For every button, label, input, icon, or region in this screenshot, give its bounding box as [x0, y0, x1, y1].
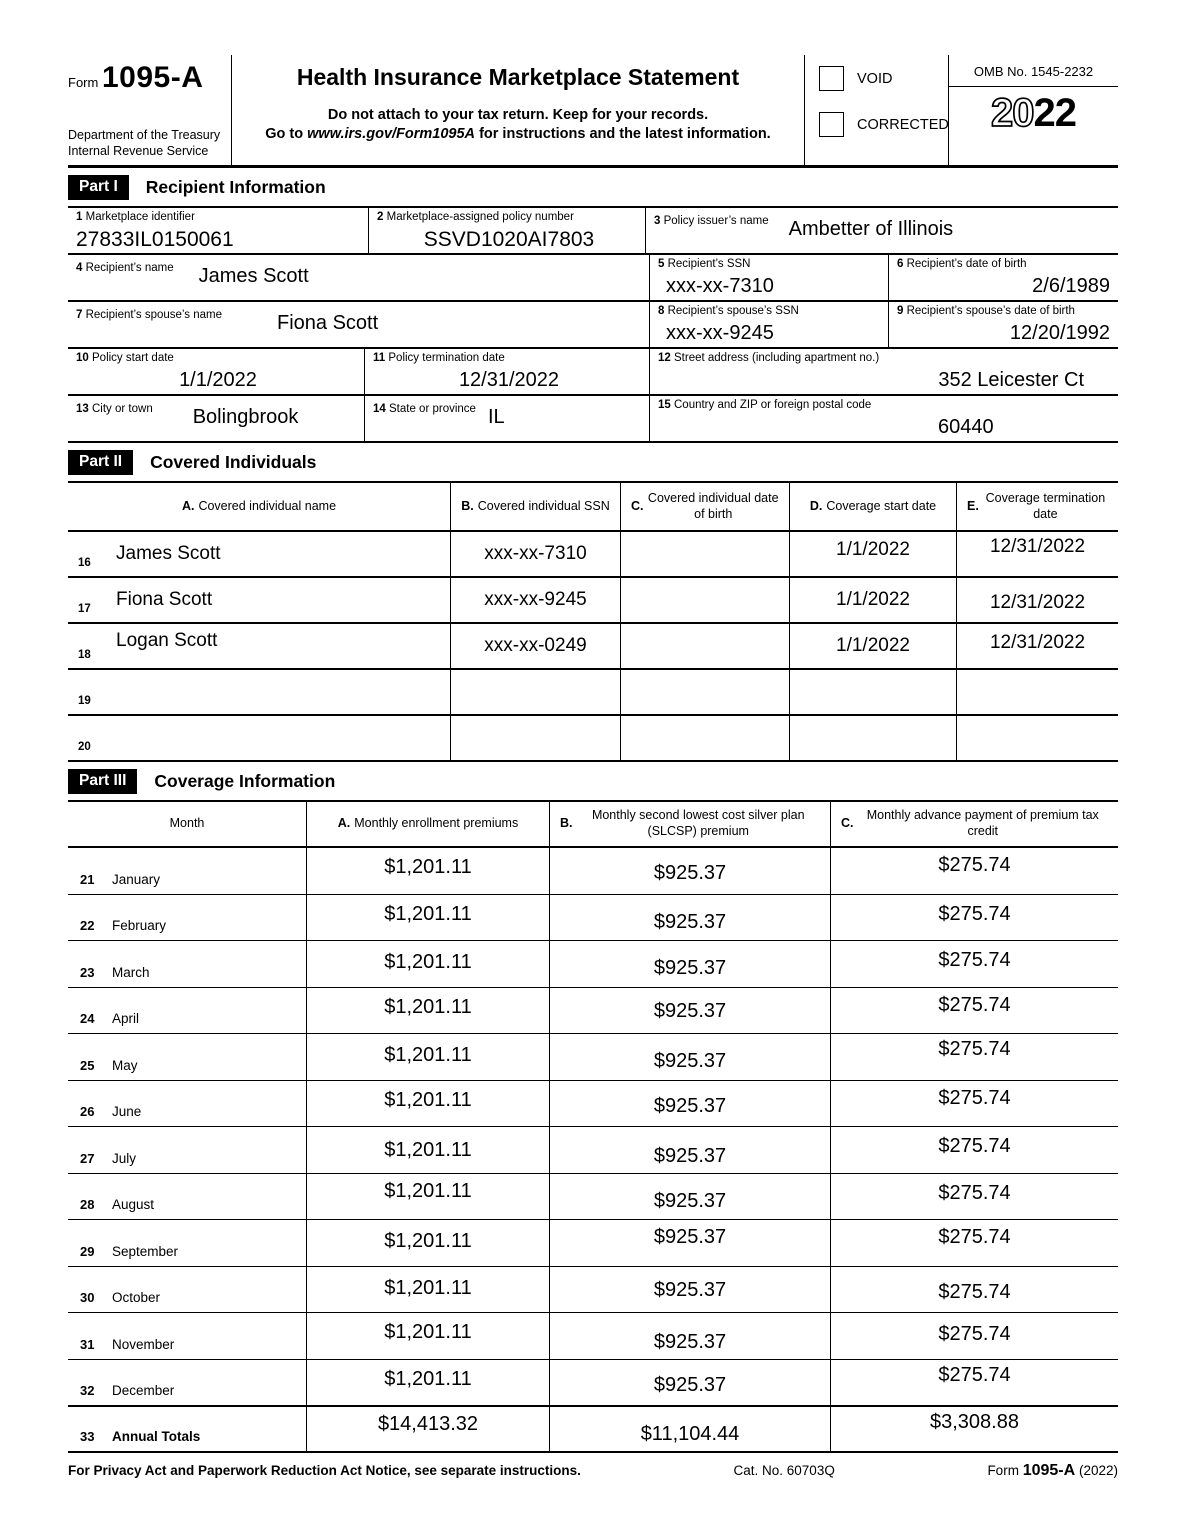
part2-column-headers	[68, 483, 1118, 532]
premium-a-cell: $1,201.11	[306, 1127, 549, 1173]
month-cell: 31 November	[80, 1336, 175, 1352]
month-row	[68, 1313, 1118, 1360]
covered-individual-row	[68, 624, 1118, 670]
form-number-line	[68, 61, 225, 95]
annual-totals-row	[68, 1406, 1118, 1453]
department-block	[68, 127, 225, 160]
covered-individual-row	[68, 716, 1118, 762]
field-recipient-dob: 6 Recipient’s date of birth 2/6/1989	[888, 255, 1118, 300]
premium-b-cell: $925.37	[549, 941, 830, 987]
col-slcsp-premium: B. Monthly second lowest cost silver plan (SLCSP) premium	[549, 802, 830, 846]
col-coverage-end: E. Coverage termination date	[956, 483, 1118, 530]
covered-ssn-cell: xxx-xx-0249	[450, 624, 620, 668]
col-month: Month	[169, 816, 205, 831]
covered-dob-cell	[620, 716, 789, 760]
covered-dob-cell	[620, 578, 789, 622]
part3-title: Coverage Information	[154, 771, 336, 791]
premium-b-cell: $925.37	[549, 895, 830, 941]
field-street-address: 12 Street address (including apartment no.) 352 Leicester Ct	[649, 349, 1118, 394]
part3-table	[68, 800, 1118, 1453]
premium-b-cell: $925.37	[549, 1360, 830, 1406]
part3-column-headers	[68, 802, 1118, 848]
part3-header	[68, 769, 1118, 794]
premium-c-cell: $275.74	[830, 895, 1118, 941]
month-row	[68, 1220, 1118, 1267]
field-value: Bolingbrook	[192, 406, 299, 428]
form-number: 1095-A	[101, 61, 204, 94]
field-value: 12/31/2022	[458, 368, 560, 391]
corrected-checkbox[interactable]	[819, 112, 844, 137]
irs-url: www.irs.gov/Form1095A	[307, 126, 476, 142]
premium-c-total-cell: $3,308.88	[830, 1407, 1118, 1451]
catalog-number: Cat. No. 60703Q	[733, 1463, 835, 1478]
part2-table	[68, 481, 1118, 762]
field-spouse-dob: 9 Recipient’s spouse’s date of birth 12/20/1992	[888, 302, 1118, 347]
form-word: Form	[68, 75, 99, 90]
premium-a-cell: $1,201.11	[306, 895, 549, 941]
premium-b-cell: $925.37	[549, 988, 830, 1034]
month-row	[68, 895, 1118, 942]
month-row	[68, 1360, 1118, 1407]
covered-dob-cell	[620, 670, 789, 714]
month-row	[68, 988, 1118, 1035]
covered-name-cell: 20	[78, 741, 91, 753]
omb-number: OMB No. 1545-2232	[949, 55, 1118, 87]
col-advance-payment: C. Monthly advance payment of premium tax credit	[830, 802, 1118, 846]
form-footer	[68, 1462, 1118, 1480]
month-row	[68, 1174, 1118, 1221]
tax-year: 2022	[991, 91, 1076, 135]
premium-b-cell: $925.37	[549, 1220, 830, 1266]
premium-a-cell: $1,201.11	[306, 1220, 549, 1266]
field-value: Fiona Scott	[277, 312, 379, 334]
covered-name-cell: 17 Fiona Scott	[78, 589, 213, 615]
title-block	[232, 55, 805, 165]
omb-year-block	[949, 55, 1118, 165]
month-row	[68, 941, 1118, 988]
checkbox-block	[805, 55, 949, 165]
month-cell: 27 July	[80, 1150, 137, 1166]
form-number-block	[68, 55, 232, 165]
month-cell: 24 April	[80, 1011, 140, 1026]
col-covered-name: A. Covered individual name	[181, 498, 337, 513]
instruction-line-2: Go to www.irs.gov/Form1095A for instructions and the latest information.	[265, 126, 771, 142]
premium-c-cell: $275.74	[830, 1360, 1118, 1406]
premium-c-cell: $275.74	[830, 1267, 1118, 1313]
covered-dob-cell	[620, 532, 789, 576]
field-zip: 15 Country and ZIP or foreign postal code 60440	[649, 396, 1118, 441]
month-cell: 26 June	[80, 1104, 142, 1119]
field-recipient-name: 4 Recipient’s name James Scott	[76, 262, 309, 287]
field-value: James Scott	[198, 265, 309, 287]
covered-individual-row	[68, 532, 1118, 578]
premium-c-cell: $275.74	[830, 1081, 1118, 1127]
field-policy-start-date: 10 Policy start date 1/1/2022	[68, 349, 364, 394]
premium-b-cell: $925.37	[549, 1081, 830, 1127]
month-cell: 32 December	[80, 1383, 175, 1398]
form-1095a-page	[68, 0, 1118, 1480]
field-value: SSVD1020AI7803	[423, 227, 595, 251]
premium-b-cell: $925.37	[549, 1034, 830, 1080]
coverage-end-cell: 12/31/2022	[956, 578, 1118, 622]
month-row	[68, 1034, 1118, 1081]
field-value: 12/20/1992	[1009, 321, 1110, 344]
premium-a-cell: $1,201.11	[306, 1360, 549, 1406]
field-policy-termination-date: 11 Policy termination date 12/31/2022	[364, 349, 649, 394]
premium-a-cell: $1,201.11	[306, 1174, 549, 1220]
corrected-row	[819, 112, 948, 137]
covered-dob-cell	[620, 624, 789, 668]
month-cell: 25 May	[80, 1057, 138, 1073]
premium-c-cell: $275.74	[830, 941, 1118, 987]
void-checkbox[interactable]	[819, 66, 844, 91]
field-state: 14 State or province IL	[364, 396, 649, 441]
instruction-line-1: Do not attach to your tax return. Keep for your records.	[327, 107, 709, 123]
part1-badge: Part I	[68, 175, 129, 200]
field-spouse-ssn: 8 Recipient’s spouse’s SSN xxx-xx-9245	[649, 302, 888, 347]
premium-a-cell: $1,201.11	[306, 1313, 549, 1359]
field-policy-number: 2 Marketplace-assigned policy number SSVD1020AI7803	[368, 208, 645, 253]
privacy-notice: For Privacy Act and Paperwork Reduction Act Notice, see separate instructions.	[68, 1463, 581, 1478]
coverage-start-cell	[789, 716, 956, 760]
part2-title: Covered Individuals	[150, 452, 317, 472]
field-value: IL	[487, 406, 505, 428]
form-header	[68, 55, 1118, 168]
field-value: Ambetter of Illinois	[788, 218, 954, 240]
part1-header	[68, 175, 1118, 200]
premium-a-total-cell: $14,413.32	[306, 1407, 549, 1451]
footer-form-number: Form 1095-A (2022)	[987, 1462, 1118, 1479]
dept-line-1: Department of the Treasury	[68, 127, 221, 142]
premium-b-cell: $925.37	[549, 1127, 830, 1173]
field-recipient-ssn: 5 Recipient’s SSN xxx-xx-7310	[649, 255, 888, 300]
premium-c-cell: $275.74	[830, 1313, 1118, 1359]
month-cell: 33 Annual Totals	[80, 1429, 201, 1444]
field-value: 1/1/2022	[179, 368, 257, 391]
premium-c-cell: $275.74	[830, 1034, 1118, 1080]
premium-a-cell: $1,201.11	[306, 988, 549, 1034]
col-enrollment-premiums: A. Monthly enrollment premiums	[306, 802, 549, 846]
premium-c-cell: $275.74	[830, 988, 1118, 1034]
premium-a-cell: $1,201.11	[306, 1081, 549, 1127]
covered-name-cell: 16 James Scott	[78, 543, 221, 569]
part1-title: Recipient Information	[145, 177, 326, 197]
covered-name-cell: 19	[78, 695, 91, 707]
field-value: 60440	[938, 415, 994, 438]
month-row	[68, 848, 1118, 895]
covered-ssn-cell: xxx-xx-9245	[450, 578, 620, 622]
field-value: 27833IL0150061	[76, 227, 234, 251]
coverage-start-cell: 1/1/2022	[789, 578, 956, 622]
col-covered-dob: C. Covered individual date of birth	[620, 483, 789, 530]
coverage-end-cell: 12/31/2022	[956, 624, 1118, 668]
field-city: 13 City or town Bolingbrook	[76, 403, 299, 428]
month-cell: 28 August	[80, 1197, 155, 1212]
part3-badge: Part III	[68, 769, 137, 794]
corrected-label: CORRECTED	[857, 116, 949, 133]
month-cell: 29 September	[80, 1243, 179, 1259]
covered-individual-row	[68, 578, 1118, 624]
field-marketplace-identifier: 1 Marketplace identifier 27833IL0150061	[68, 208, 368, 253]
premium-b-total-cell: $11,104.44	[549, 1407, 830, 1451]
coverage-end-cell	[956, 716, 1118, 760]
premium-c-cell: $275.74	[830, 1220, 1118, 1266]
coverage-end-cell: 12/31/2022	[956, 532, 1118, 576]
premium-a-cell: $1,201.11	[306, 1267, 549, 1313]
coverage-start-cell	[789, 670, 956, 714]
void-row	[819, 66, 948, 91]
premium-a-cell: $1,201.11	[306, 1034, 549, 1080]
field-policy-issuer: 3 Policy issuer’s name Ambetter of Illinois	[645, 208, 1118, 253]
premium-b-cell: $925.37	[549, 1267, 830, 1313]
premium-a-cell: $1,201.11	[306, 941, 549, 987]
month-cell: 22 February	[80, 918, 167, 933]
premium-b-cell: $925.37	[549, 1174, 830, 1220]
covered-name-cell: 18 Logan Scott	[78, 630, 218, 661]
premium-c-cell: $275.74	[830, 1174, 1118, 1220]
coverage-start-cell: 1/1/2022	[789, 532, 956, 576]
dept-line-2: Internal Revenue Service	[68, 143, 209, 158]
month-row	[68, 1267, 1118, 1314]
month-row	[68, 1081, 1118, 1128]
covered-ssn-cell: xxx-xx-7310	[450, 532, 620, 576]
col-covered-ssn: B. Covered individual SSN	[450, 483, 620, 530]
col-coverage-start: D. Coverage start date	[789, 483, 956, 530]
form-title: Health Insurance Marketplace Statement	[296, 64, 740, 90]
covered-ssn-cell	[450, 670, 620, 714]
field-value: 352 Leicester Ct	[938, 368, 1084, 391]
field-value: 2/6/1989	[1032, 274, 1110, 297]
premium-c-cell: $275.74	[830, 848, 1118, 894]
covered-individual-row	[68, 670, 1118, 716]
month-cell: 23 March	[80, 964, 150, 980]
month-cell: 30 October	[80, 1290, 161, 1305]
field-value: xxx-xx-9245	[666, 321, 774, 344]
coverage-start-cell: 1/1/2022	[789, 624, 956, 668]
covered-ssn-cell	[450, 716, 620, 760]
field-value: xxx-xx-7310	[666, 274, 774, 297]
part2-badge: Part II	[68, 450, 133, 475]
part1-table	[68, 206, 1118, 443]
month-row	[68, 1127, 1118, 1174]
premium-a-cell: $1,201.11	[306, 848, 549, 894]
premium-c-cell: $275.74	[830, 1127, 1118, 1173]
coverage-end-cell	[956, 670, 1118, 714]
premium-b-cell: $925.37	[549, 1313, 830, 1359]
field-spouse-name: 7 Recipient’s spouse’s name Fiona Scott	[76, 309, 379, 334]
premium-b-cell: $925.37	[549, 848, 830, 894]
void-label: VOID	[857, 70, 893, 87]
part2-header	[68, 450, 1118, 475]
month-cell: 21 January	[80, 871, 161, 887]
